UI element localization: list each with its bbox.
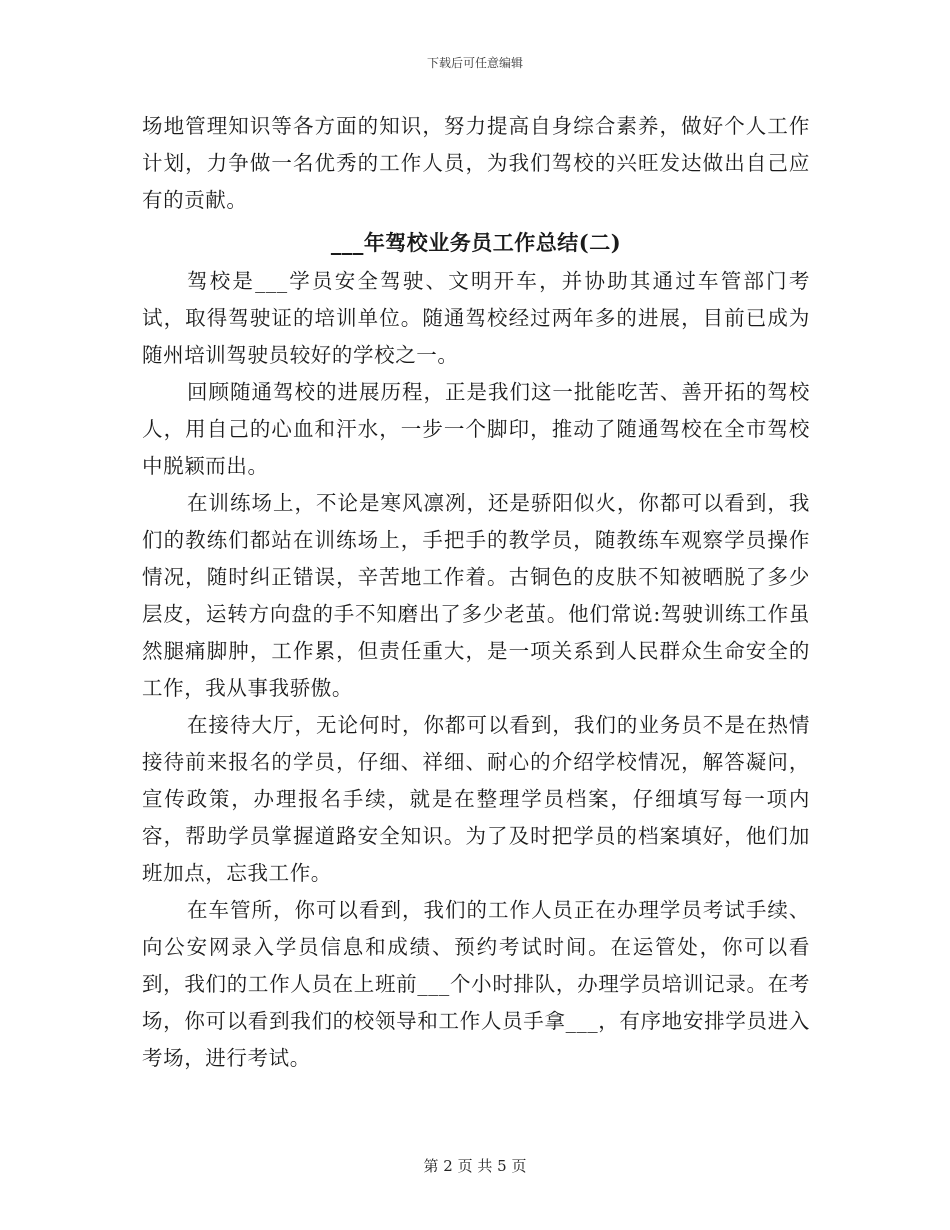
page-header: 下载后可任意编辑	[426, 56, 523, 70]
paragraph-5: 在车管所，你可以看到，我们的工作人员正在办理学员考试手续、向公安网录入学员信息和成绩、预约考试时间。在运管处，你可以看到，我们的工作人员在上班前___个小时排队，办理学员培训记录。在考场，你可以看到我们的校领导和工作人员手拿___，有序地安排学员进入考场，进行考试。	[142, 898, 810, 1070]
section-title: ___年驾校业务员工作总结(二)	[330, 230, 622, 255]
paragraph-4: 在接待大厅，无论何时，你都可以看到，我们的业务员不是在热情接待前来报名的学员，仔细、祥细、耐心的介绍学校情况，解答凝问，宣传政策，办理报名手续，就是在整理学员档案，仔细填写每一项内容，帮助学员掌握道路安全知识。为了及时把学员的档案填好，他们加班加点，忘我工作。	[142, 713, 810, 885]
continuation-paragraph: 场地管理知识等各方面的知识，努力提高自身综合素养，做好个人工作计划，力争做一名优秀的工作人员，为我们驾校的兴旺发达做出自己应有的贡献。	[142, 114, 810, 212]
document-body	[142, 108, 810, 1077]
paragraph-1: 驾校是___学员安全驾驶、文明开车，并协助其通过车管部门考试，取得驾驶证的培训单位。随通驾校经过两年多的进展，目前已成为随州培训驾驶员较好的学校之一。	[142, 269, 810, 367]
paragraph-3: 在训练场上，不论是寒风凛冽，还是骄阳似火，你都可以看到，我们的教练们都站在训练场上，手把手的教学员，随教练车观察学员操作情况，随时纠正错误，辛苦地工作着。古铜色的皮肤不知被晒脱了多少层皮，运转方向盘的手不知磨出了多少老茧。他们常说:驾驶训练工作虽然腿痛脚肿，工作累，但责任重大，是一项关系到人民群众生命安全的工作，我从事我骄傲。	[142, 491, 810, 700]
page-number: 第 2 页 共 5 页	[423, 1157, 527, 1175]
paragraph-2: 回顾随通驾校的进展历程，正是我们这一批能吃苦、善开拓的驾校人，用自己的心血和汗水，一步一个脚印，推动了随通驾校在全市驾校中脱颖而出。	[142, 380, 810, 478]
